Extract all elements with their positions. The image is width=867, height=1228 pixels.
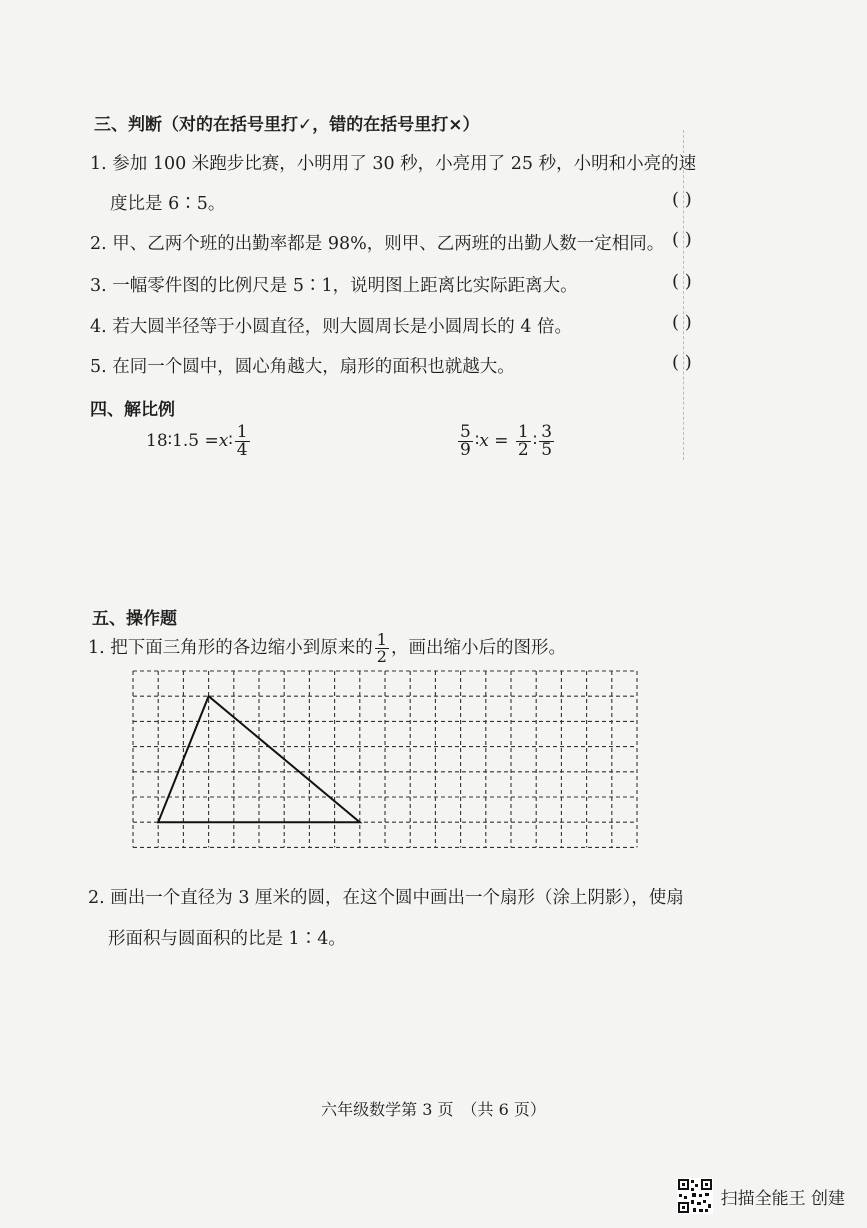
eq1-fraction: $\frac{1}{4}$ [236, 422, 248, 460]
judge-q4-answer[interactable]: ( ) [672, 312, 692, 333]
judge-q3-answer[interactable]: ( ) [672, 271, 692, 292]
operation-q1-post: ，画出缩小后的图形。 [390, 638, 566, 658]
eq2-var: x [479, 431, 489, 451]
eq2-fraction-3: $\frac{3}{5}$ [541, 422, 553, 460]
judge-q3: 3. 一幅零件图的比例尺是 5∶1，说明图上距离比实际距离大。 [90, 276, 578, 296]
eq2-equals: = [494, 431, 509, 451]
judge-q4: 4. 若大圆半径等于小圆直径，则大圆周长是小圆周长的 4 倍。 [90, 317, 573, 337]
section5-heading: 五、操作题 [92, 609, 177, 629]
eq1-colon: ∶ [228, 431, 233, 451]
watermark-text: 扫描全能王 创建 [720, 1188, 845, 1209]
eq2-fraction-1: $\frac{5}{9}$ [460, 422, 471, 460]
judge-q5: 5. 在同一个圆中，圆心角越大，扇形的面积也就越大。 [90, 357, 515, 377]
eq2-colon-1: ∶ [474, 431, 480, 451]
operation-q1-pre: 1. 把下面三角形的各边缩小到原来的 [88, 638, 373, 658]
qr-code-icon [677, 1178, 713, 1214]
page-footer: 六年级数学第 3 页 （共 6 页） [321, 1100, 546, 1119]
judge-q1-line2: 度比是 6∶5。 [110, 194, 226, 214]
judge-q1-answer[interactable]: ( ) [672, 189, 692, 210]
operation-q2-line2: 形面积与圆面积的比是 1∶4。 [108, 929, 346, 949]
judge-q2-answer[interactable]: ( ) [672, 229, 692, 250]
scan-artifact-line [683, 130, 684, 460]
scanner-watermark [677, 1178, 845, 1214]
section4-heading: 四、解比例 [90, 400, 175, 420]
judge-q2: 2. 甲、乙两个班的出勤率都是 98%，则甲、乙两班的出勤人数一定相同。 [90, 234, 665, 254]
operation-q1 [88, 632, 566, 665]
operation-q2-line1: 2. 画出一个直径为 3 厘米的圆，在这个圆中画出一个扇形（涂上阴影），使扇 [88, 888, 684, 908]
section3-heading: 三、判断（对的在括号里打✓，错的在括号里打×） [94, 115, 480, 135]
eq1-var: x [218, 431, 229, 451]
eq1-left: 18∶1.5 = [146, 431, 219, 451]
eq2-fraction-2: $\frac{1}{2}$ [517, 422, 529, 460]
judge-q1-line1: 1. 参加 100 米跑步比赛，小明用了 30 秒，小亮用了 25 秒，小明和小亮的速 [90, 154, 697, 174]
proportion-equation-2 [456, 424, 556, 459]
eq2-colon-2: ∶ [532, 431, 538, 451]
proportion-equation-1 [146, 424, 252, 459]
drawing-grid[interactable] [130, 668, 650, 858]
judge-q5-answer[interactable]: ( ) [672, 352, 692, 373]
operation-q1-fraction: $\frac{1}{2}$ [376, 630, 387, 666]
